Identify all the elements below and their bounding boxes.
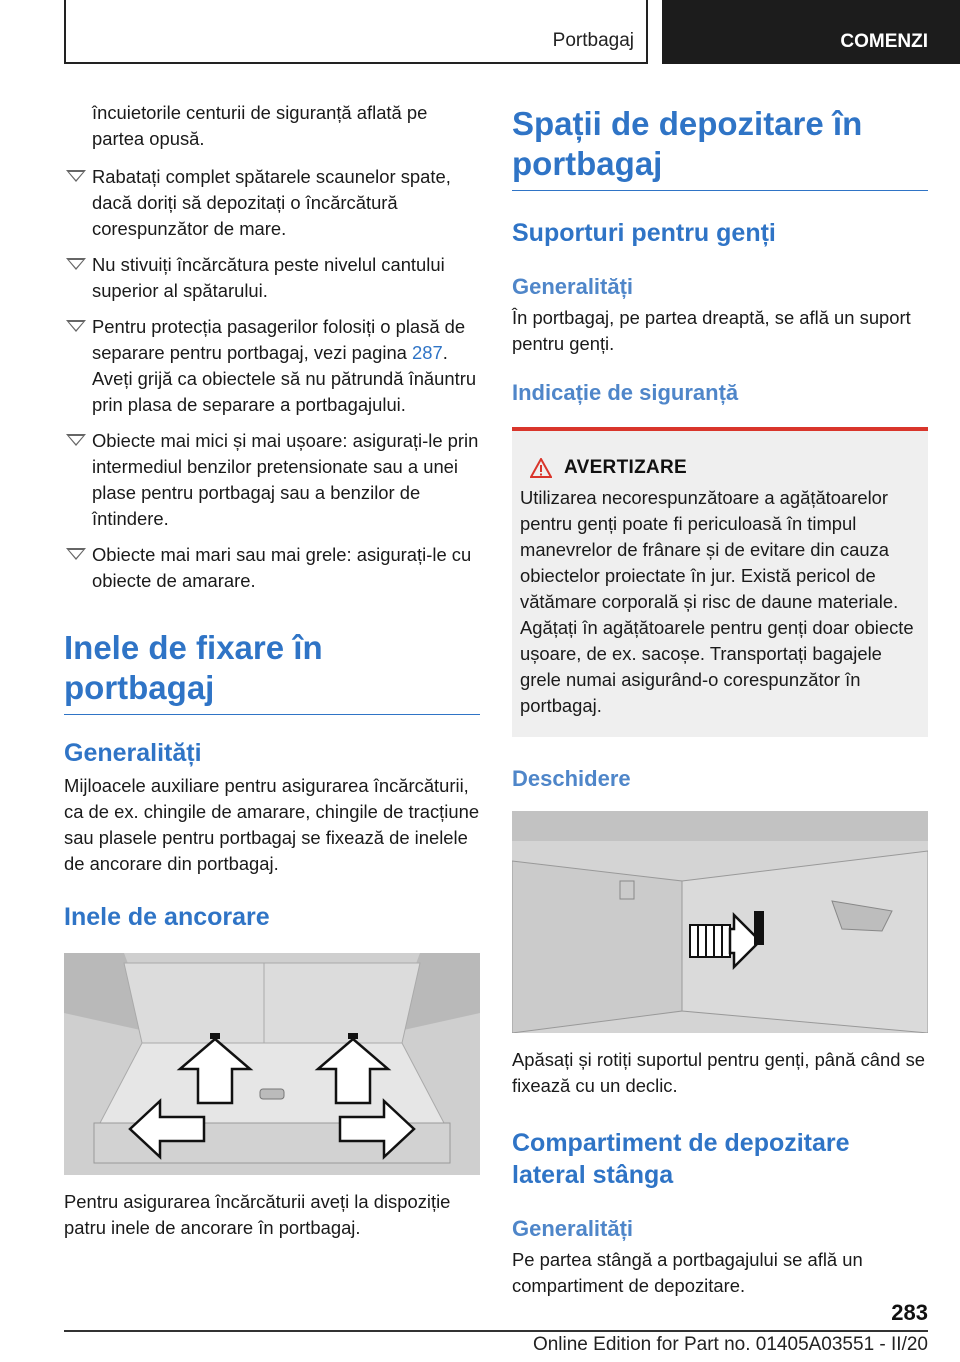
open-text: Apăsați și rotiți suportul pentru genți, până când se fixează cu un declic. — [512, 1049, 926, 1096]
list-item-text-part: . Aveți grijă ca obiectele să nu pătrundă înăuntru prin plasa de separare a portbagajului. — [92, 342, 477, 415]
list-item-text: Obiecte mai mici și mai ușoare: asigurați-le prin intermediul benzilor pretensionate sau a unei plase pentru portbagaj sau a benzilor de întindere. — [92, 430, 479, 529]
section-heading: Inele de fixare în portbagaj — [64, 628, 480, 715]
general-text: Mijloacele auxiliare pentru asigurarea încărcăturii, ca de ex. chingile de amarare, chingile de tracțiune sau plasele pentru portbagaj se fixează de inelele de ancorare din portbagaj. — [64, 775, 480, 874]
subsection-heading: Generalități — [64, 739, 202, 767]
bullet-triangle-icon — [66, 434, 86, 446]
figure-caption: Pentru asigurarea încărcăturii aveți la dispoziție patru inele de ancorare în portbagaj. — [64, 1191, 451, 1238]
section-heading: Spații de depozitare în portbagaj — [512, 104, 928, 191]
list-item — [64, 542, 480, 594]
list-item — [64, 252, 480, 304]
list-item — [64, 314, 480, 418]
bullet-triangle-icon — [66, 320, 86, 332]
footer-edition: Online Edition for Part no. 01405A03551 - II/20 — [532, 1334, 928, 1355]
list-item-text: Rabatați complet spătarele scaunelor spate, dacă doriți să depozitați o încărcătură corespunzător de mare. — [92, 166, 451, 239]
warning-text: Utilizarea necorespunzătoare a agățătoarelor pentru genți poate fi periculoasă în timpul manevrelor de frânare și de evitare din cauza obiectelor proiectate în jur. Există pericol de vătămare corporală și risc de daune materiale. Agățați în agățătoarele pentru genți doar obiecte ușoare, de ex. sacoșe. Transportați bagajele grele numai asigurând-o corespunzător în portbagaj. — [520, 487, 914, 716]
subsection-heading: Suporturi pentru genți — [512, 219, 776, 247]
bullet-list — [64, 164, 480, 594]
compartment-text: Pe partea stângă a portbagajului se află un compartiment de depozitare. — [512, 1249, 863, 1296]
bullet-triangle-icon — [66, 170, 86, 182]
footer-divider — [64, 1330, 928, 1332]
list-item-text — [92, 314, 480, 418]
subsection-heading: Compartiment de depozitare lateral stânga — [512, 1129, 850, 1189]
warning-label: AVERTIZARE — [564, 457, 687, 478]
bullet-triangle-icon — [66, 258, 86, 270]
trunk-anchor-rings-image — [64, 953, 480, 1175]
general-text: În portbagaj, pe partea dreaptă, se află un suport pentru genți. — [512, 307, 911, 354]
list-item — [64, 428, 480, 532]
list-item — [64, 164, 480, 242]
warning-box — [512, 427, 928, 737]
list-item-text: Nu stivuiți încărcătura peste nivelul cantului superior al spătarului. — [92, 254, 445, 301]
page-link[interactable]: 287 — [412, 342, 443, 363]
intro-text: încuietorile centurii de siguranță aflată pe partea opusă. — [92, 102, 428, 149]
header-chapter-tab — [662, 0, 960, 64]
subsection-heading: Inele de ancorare — [64, 903, 270, 931]
minor-heading: Generalități — [512, 274, 634, 299]
bag-hook-image — [512, 811, 928, 1033]
header-frame — [64, 0, 648, 64]
header-section-title: Portbagaj — [552, 30, 634, 51]
right-column — [512, 96, 928, 1299]
list-item-text: Obiecte mai mari sau mai grele: asigurați-le cu obiecte de amarare. — [92, 544, 472, 591]
list-item-text-part: Pentru protecția pasagerilor folosiți o plasă de separare pentru portbagaj, vezi pagina — [92, 316, 466, 363]
left-column — [64, 96, 480, 1241]
minor-heading: Generalități — [512, 1216, 634, 1241]
header-chapter-label: COMENZI — [840, 31, 928, 52]
warning-header — [530, 457, 920, 479]
minor-heading: Indicație de siguranță — [512, 380, 739, 405]
bullet-triangle-icon — [66, 548, 86, 560]
minor-heading: Deschidere — [512, 766, 631, 791]
warning-triangle-icon — [530, 458, 552, 478]
page-number: 283 — [891, 1300, 928, 1325]
